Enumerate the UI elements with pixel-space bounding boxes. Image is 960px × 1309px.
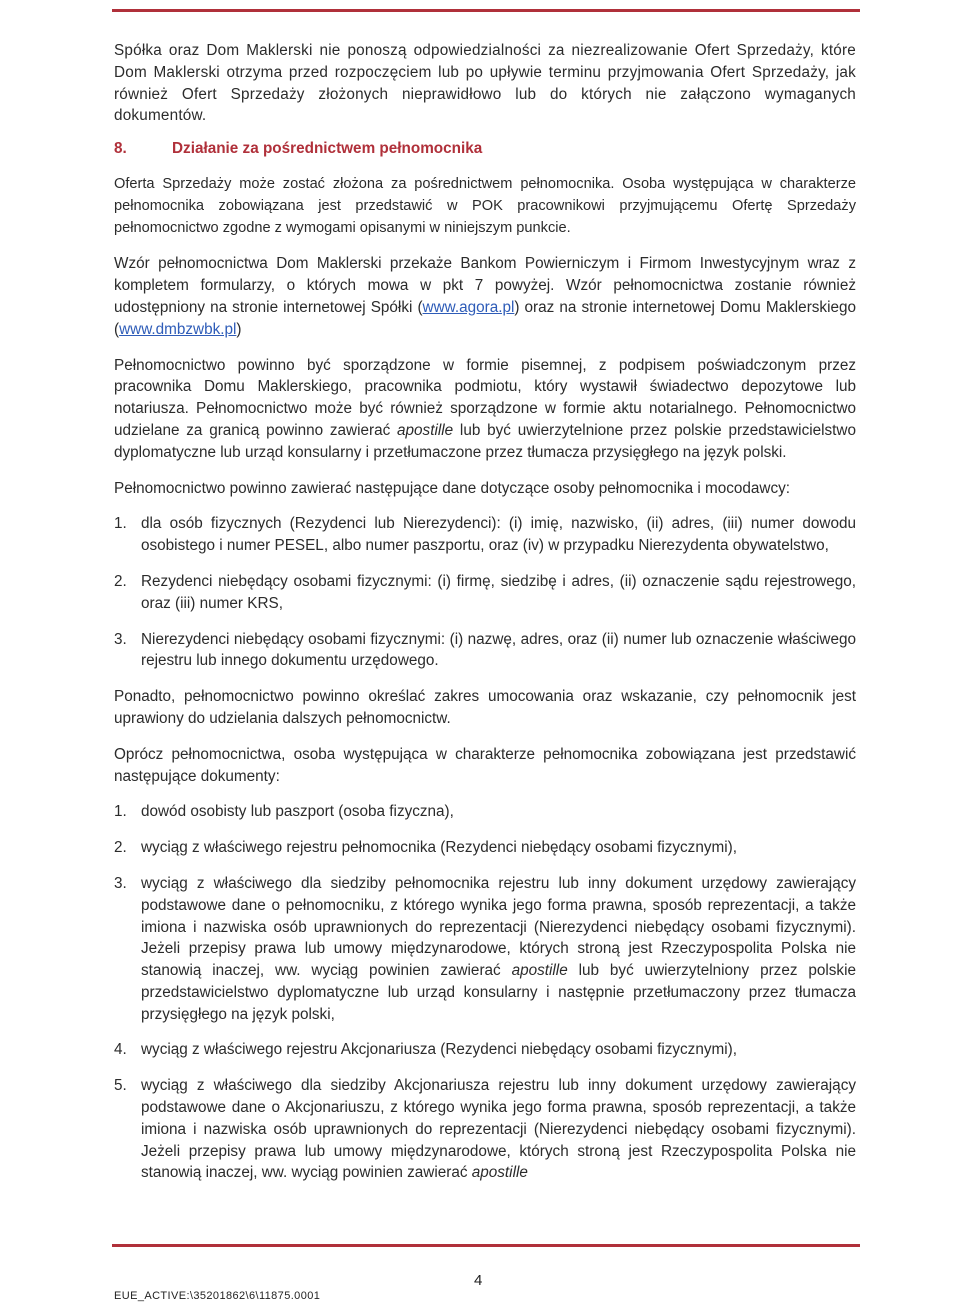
list-item (114, 873, 856, 1026)
list-item (114, 571, 856, 615)
list-documents (114, 801, 856, 1184)
list-item-text: dla osób fizycznych (Rezydenci lub Nierezydenci): (i) imię, nazwisko, (ii) adres, (iii) numer dowodu osobistego i numer PESEL, albo numer paszportu, oraz (iv) w przypadku Nierezydenta obywatelstwo, (141, 515, 856, 555)
list-item-number: 1. (114, 803, 127, 821)
paragraph-oprocz: Oprócz pełnomocnictwa, osoba występująca w charakterze pełnomocnika zobowiązana jest przedstawić następujące dokumenty: (114, 745, 856, 785)
list-item-text: dowód osobisty lub paszport (osoba fizyczna), (141, 803, 454, 821)
document-body (114, 40, 856, 1184)
list-item-text: Nierezydenci niebędący osobami fizycznymi: (i) nazwę, adres, oraz (ii) numer lub oznaczenie właściwego rejestru lub innego dokumentu urzędowego. (141, 630, 856, 670)
forma-text-1: Pełnomocnictwo powinno być sporządzone w formie pisemnej, z podpisem poświadczonym przez pracownika Domu Maklerskiego, pracownika podmiotu, który wystawił świadectwo depozytowe lub notariusza. Pełnomocnictwo może być również sporządzone w formie aktu notarialnego. Pełnomocnictwo udzielane za granicą powinno zawierać (114, 356, 856, 439)
page-number: 4 (474, 1272, 483, 1289)
list-item-number: 5. (114, 1077, 127, 1095)
paragraph-dane: Pełnomocnictwo powinno zawierać następujące dane dotyczące osoby pełnomocnika i mocodawcy: (114, 479, 790, 497)
list-item (114, 629, 856, 673)
list-item (114, 801, 856, 823)
forma-text-2: lub być uwierzytelnione przez polskie przedstawicielstwo dyplomatyczne lub urząd konsularny i przetłumaczone przez tłumacza przysięgłego na język polski. (114, 421, 856, 461)
paragraph-intro: Spółka oraz Dom Maklerski nie ponoszą odpowiedzialności za niezrealizowanie Ofert Sprzedaży, które Dom Maklerski otrzyma przed rozpoczęciem lub po upływie terminu przyjmowania Ofert Sprzedaży, jak również Ofert Sprzedaży złożonych nieprawidłowo lub do których nie załączono wymaganych dokumentów. (114, 42, 856, 125)
list-item-number: 4. (114, 1041, 127, 1059)
list-item (114, 513, 856, 557)
list-item-text: wyciąg z właściwego dla siedziby Akcjonariusza rejestru lub inny dokument urzędowy zawierający podstawowe dane o Akcjonariuszu, z którego wynika jego forma prawna, sposób reprezentacji, a także imiona i nazwiska osób uprawnionych do reprezentacji (Nierezydenci niebędący osobami fizycznymi). Jeżeli przepisy prawa lub umowy międzynarodowe, których stroną jest Rzeczypospolita Polska nie stanowią inaczej, ww. wyciąg powinien zawierać apostille (141, 1077, 856, 1182)
section-heading (114, 138, 856, 160)
top-rule (112, 9, 860, 12)
list-item-text: Rezydenci niebędący osobami fizycznymi: (i) firmę, siedzibę i adres, (ii) oznaczenie sądu rejestrowego, oraz (iii) numer KRS, (141, 572, 856, 612)
apostille-italic: apostille (511, 962, 568, 980)
wzor-text-2: ) oraz na stronie internetowej Domu Maklerskiego ( (114, 298, 856, 338)
paragraph-ponadto: Ponadto, pełnomocnictwo powinno określać zakres umocowania oraz wskazanie, czy pełnomocnik jest uprawiony do udzielania dalszych pełnomocnictw. (114, 688, 856, 727)
wzor-text-1: Wzór pełnomocnictwa Dom Maklerski przekaże Bankom Powierniczym i Firmom Inwestycyjnym wraz z kompletem formularzy, o których mowa w pkt 7 powyżej. Wzór pełnomocnictwa zostanie również udostępniony na stronie internetowej Spółki ( (114, 255, 856, 316)
wzor-text-3: ) (236, 320, 242, 338)
apostille-italic: apostille (471, 1164, 528, 1182)
list-item (114, 1039, 856, 1061)
list-item-number: 3. (114, 630, 127, 648)
section-title: Działanie za pośrednictwem pełnomocnika (172, 140, 483, 158)
list-data-requirements (114, 513, 856, 672)
bottom-rule (112, 1244, 860, 1247)
list-item-number: 1. (114, 515, 127, 533)
list-item-number: 2. (114, 572, 127, 590)
paragraph-oferta: Oferta Sprzedaży może zostać złożona za pośrednictwem pełnomocnika. Osoba występująca w charakterze pełnomocnika zobowiązana jest przedstawić w POK pracownikowi przyjmującemu Ofertę Sprzedaży pełnomocnictwo zgodne z wymogami opisanymi w niniejszym punkcie. (114, 175, 856, 236)
list-item (114, 837, 856, 859)
forma-apostille: apostille (397, 421, 454, 439)
list-item-text: wyciąg z właściwego dla siedziby pełnomocnika rejestru lub inny dokument urzędowy zawierający podstawowe dane o pełnomocniku, z którego wynika jego forma prawna, sposób reprezentacji, a także imiona i nazwiska osób uprawnionych do reprezentacji (Nierezydenci niebędący osobami fizycznymi). Jeżeli przepisy prawa lub umowy międzynarodowe, których stroną jest Rzeczypospolita Polska nie stanowią inaczej, ww. wyciąg powinien zawierać apostille lub być uwierzytelniony przez polskie przedstawicielstwo dyplomatyczne lub urząd konsularny i następnie przetłumaczony przez tłumacza przysięgłego na język polski, (141, 874, 856, 1023)
list-item-number: 2. (114, 839, 127, 857)
list-item-text: wyciąg z właściwego rejestru pełnomocnika (Rezydenci niebędący osobami fizycznymi), (141, 839, 737, 857)
list-item-number: 3. (114, 874, 127, 892)
document-id: EUE_ACTIVE:\35201862\6\11875.0001 (114, 1290, 321, 1302)
list-item (114, 1075, 856, 1184)
paragraph-wzor (114, 253, 856, 340)
paragraph-forma (114, 355, 856, 464)
list-item-text: wyciąg z właściwego rejestru Akcjonariusza (Rezydenci niebędący osobami fizycznymi), (141, 1041, 737, 1059)
section-number: 8. (114, 140, 127, 158)
agora-link[interactable]: www.agora.pl (422, 298, 515, 316)
dmbzwbk-link[interactable]: www.dmbzwbk.pl (119, 320, 237, 338)
